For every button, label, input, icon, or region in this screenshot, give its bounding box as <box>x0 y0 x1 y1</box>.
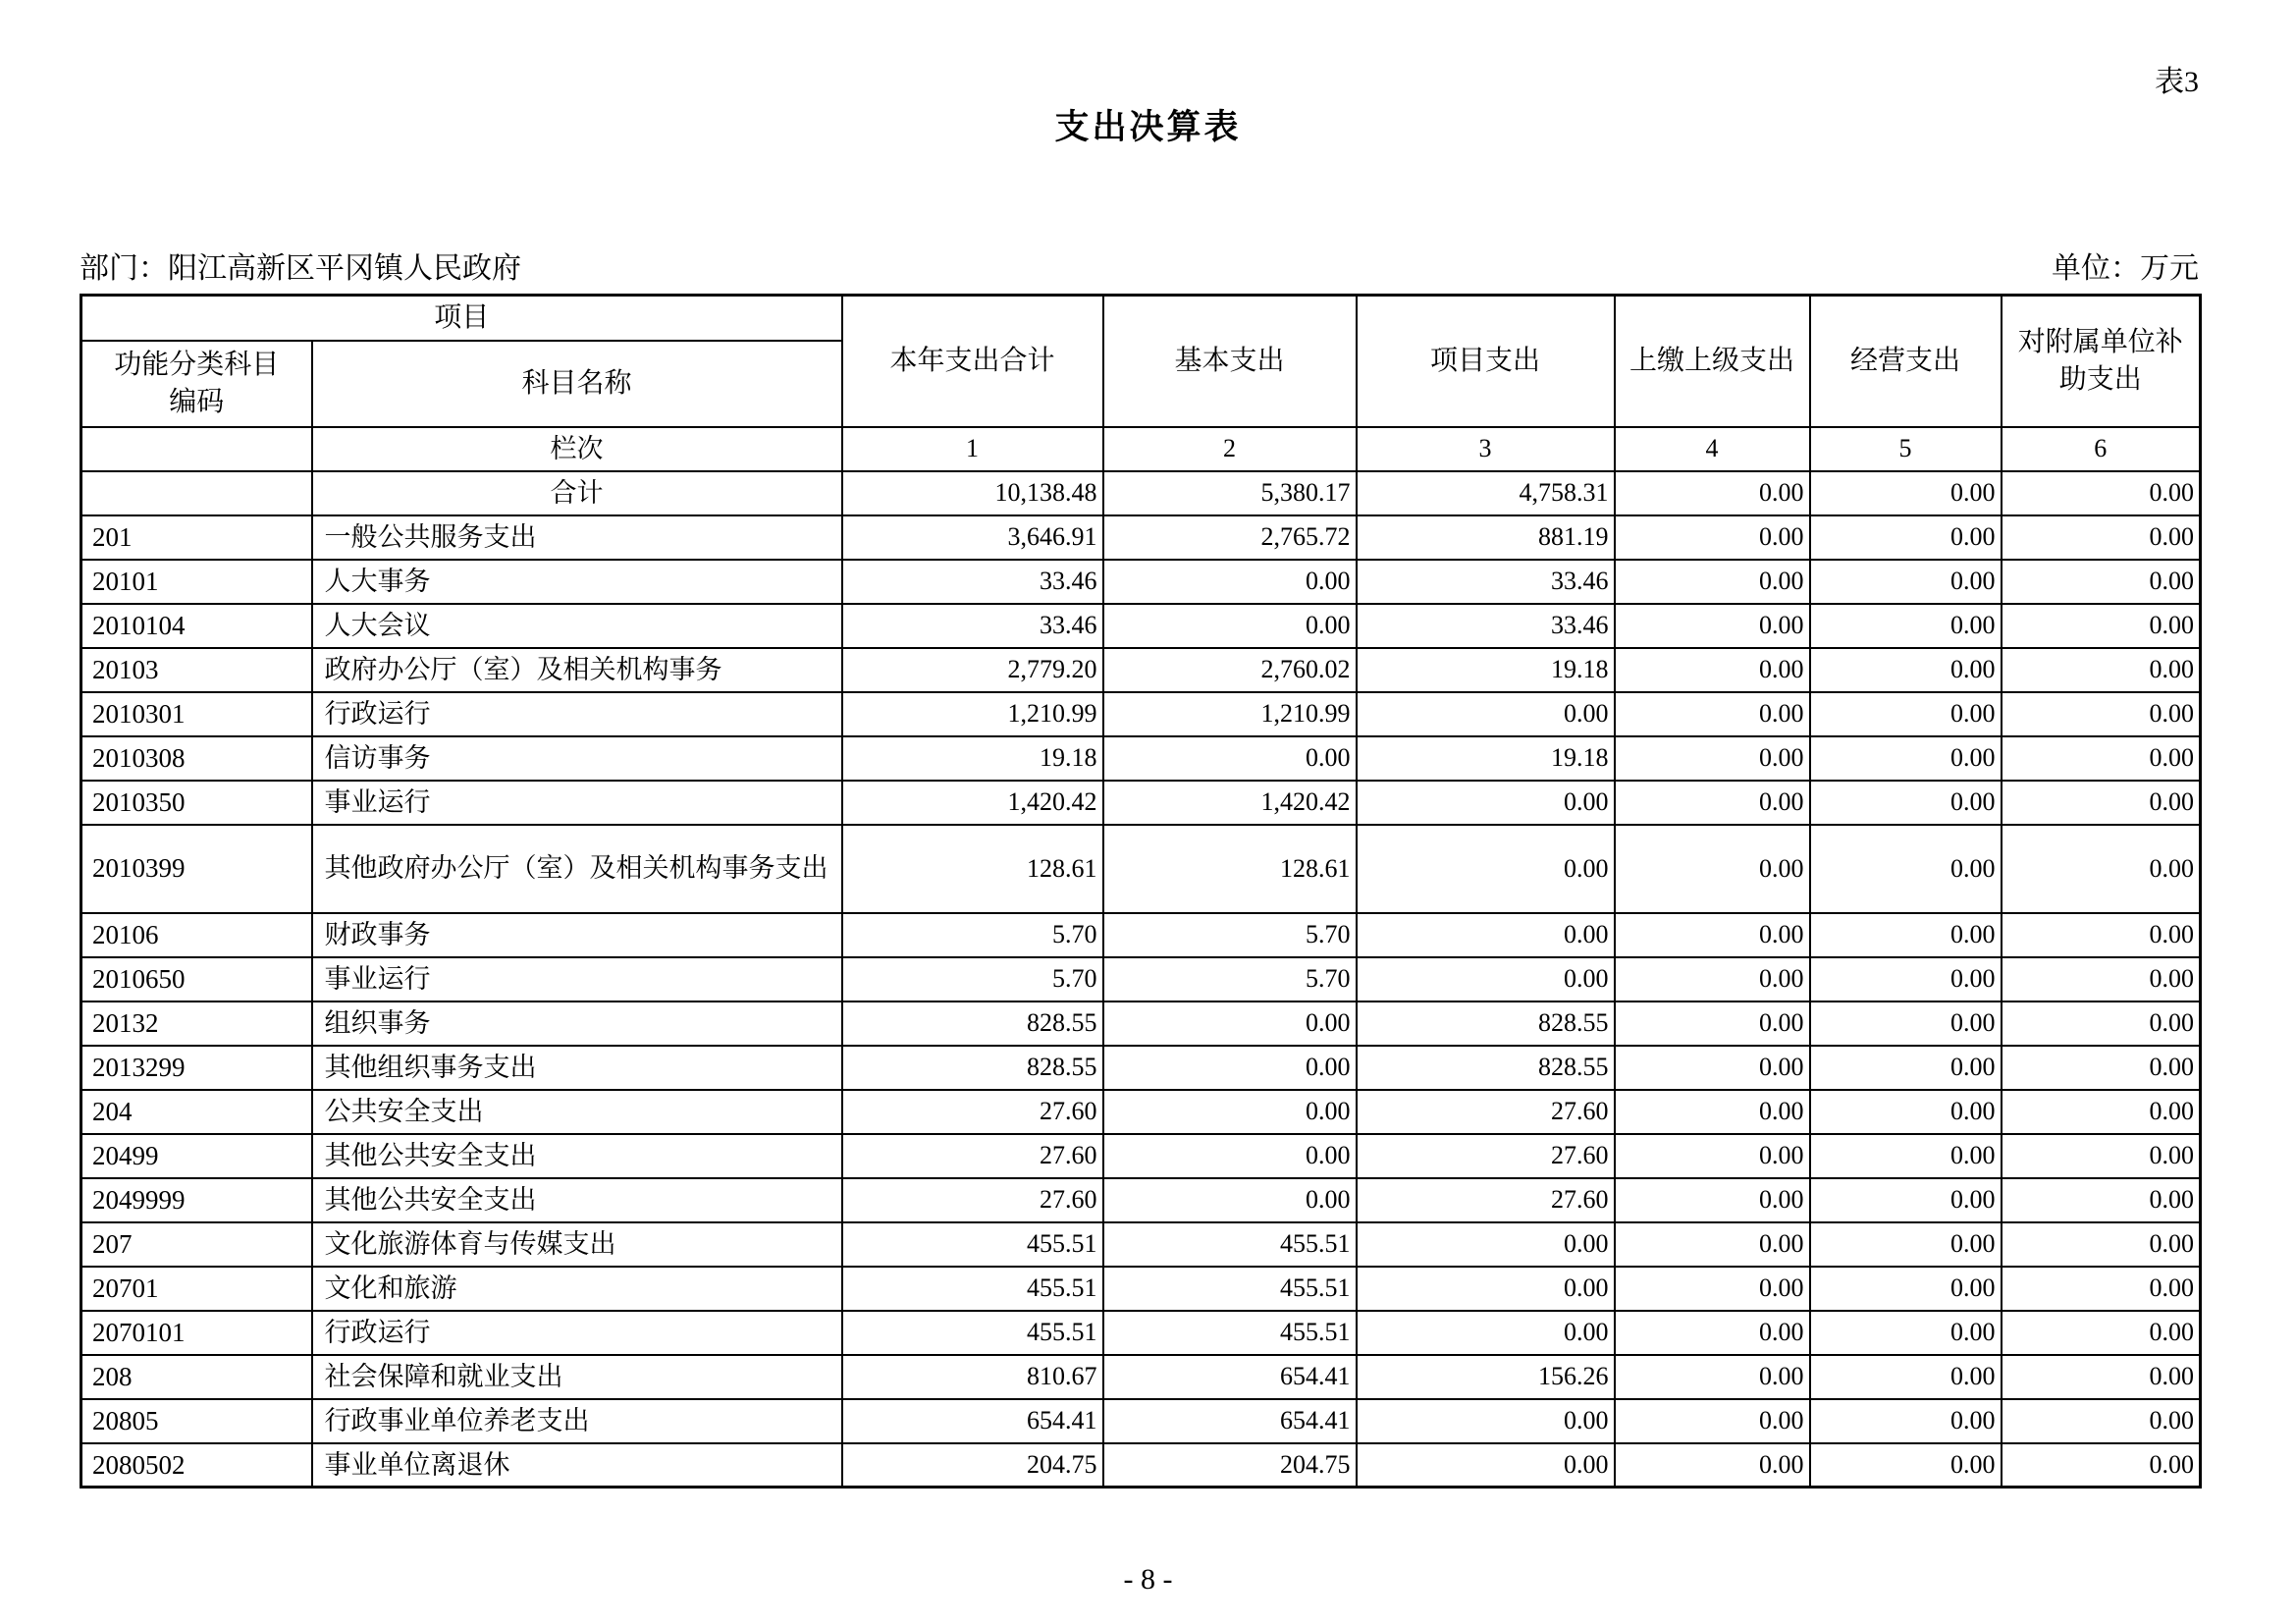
row-subject-name: 事业运行 <box>312 957 842 1001</box>
row-value-project: 0.00 <box>1357 825 1615 913</box>
table-row <box>81 957 2201 1001</box>
row-subject-name: 文化旅游体育与传媒支出 <box>312 1222 842 1267</box>
row-subject-name: 人大会议 <box>312 604 842 648</box>
table-row <box>81 1178 2201 1222</box>
row-value-year-total: 5.70 <box>842 913 1103 957</box>
row-value-subsidy: 0.00 <box>2002 1222 2201 1267</box>
row-value-operating: 0.00 <box>1810 1046 2002 1090</box>
row-value-year-total: 10,138.48 <box>842 471 1103 515</box>
row-value-operating: 0.00 <box>1810 736 2002 781</box>
code-label-line2: 编码 <box>169 386 225 417</box>
row-value-operating: 0.00 <box>1810 1311 2002 1355</box>
header-cell-operating: 经营支出 <box>1810 296 2002 427</box>
row-subject-name: 行政运行 <box>312 692 842 736</box>
row-subject-name: 文化和旅游 <box>312 1267 842 1311</box>
row-value-basic: 0.00 <box>1103 1001 1357 1046</box>
row-code: 20805 <box>81 1399 312 1443</box>
row-value-operating: 0.00 <box>1810 1355 2002 1399</box>
row-value-project: 0.00 <box>1357 913 1615 957</box>
row-value-subsidy: 0.00 <box>2002 604 2201 648</box>
row-value-year-total: 654.41 <box>842 1399 1103 1443</box>
row-value-year-total: 1,210.99 <box>842 692 1103 736</box>
row-code: 2010104 <box>81 604 312 648</box>
table-row <box>81 913 2201 957</box>
row-value-year-total: 27.60 <box>842 1090 1103 1134</box>
row-value-project: 0.00 <box>1357 1267 1615 1311</box>
table-tag: 表3 <box>2155 66 2199 98</box>
row-value-subsidy: 0.00 <box>2002 736 2201 781</box>
table-body <box>81 471 2201 1488</box>
row-value-project: 4,758.31 <box>1357 471 1615 515</box>
row-value-basic: 0.00 <box>1103 1046 1357 1090</box>
row-value-upper: 0.00 <box>1615 913 1810 957</box>
row-value-subsidy: 0.00 <box>2002 648 2201 692</box>
row-value-project: 33.46 <box>1357 604 1615 648</box>
table-row <box>81 471 2201 515</box>
row-subject-name: 社会保障和就业支出 <box>312 1355 842 1399</box>
row-value-basic: 455.51 <box>1103 1311 1357 1355</box>
row-value-upper: 0.00 <box>1615 957 1810 1001</box>
department-label: 部门：阳江高新区平冈镇人民政府 <box>80 252 521 285</box>
lanci-label: 栏次 <box>312 427 842 471</box>
table-row <box>81 560 2201 604</box>
row-value-project: 828.55 <box>1357 1001 1615 1046</box>
row-value-basic: 204.75 <box>1103 1443 1357 1488</box>
row-value-upper: 0.00 <box>1615 1443 1810 1488</box>
row-value-project: 27.60 <box>1357 1134 1615 1178</box>
row-value-operating: 0.00 <box>1810 781 2002 825</box>
row-value-upper: 0.00 <box>1615 825 1810 913</box>
row-value-year-total: 3,646.91 <box>842 515 1103 560</box>
row-code: 20132 <box>81 1001 312 1046</box>
row-value-upper: 0.00 <box>1615 604 1810 648</box>
row-value-project: 19.18 <box>1357 736 1615 781</box>
row-value-operating: 0.00 <box>1810 1399 2002 1443</box>
row-code: 208 <box>81 1355 312 1399</box>
row-value-basic: 0.00 <box>1103 1090 1357 1134</box>
row-value-basic: 0.00 <box>1103 1178 1357 1222</box>
column-number-1: 1 <box>842 427 1103 471</box>
page-title: 支出决算表 <box>1054 108 1242 146</box>
row-value-subsidy: 0.00 <box>2002 692 2201 736</box>
row-value-subsidy: 0.00 <box>2002 1001 2201 1046</box>
row-value-upper: 0.00 <box>1615 692 1810 736</box>
table-row <box>81 1443 2201 1488</box>
header-cell-project: 项目支出 <box>1357 296 1615 427</box>
row-value-year-total: 33.46 <box>842 604 1103 648</box>
row-subject-name: 行政运行 <box>312 1311 842 1355</box>
row-value-subsidy: 0.00 <box>2002 1443 2201 1488</box>
row-code: 20499 <box>81 1134 312 1178</box>
row-value-upper: 0.00 <box>1615 1222 1810 1267</box>
row-subject-name: 公共安全支出 <box>312 1090 842 1134</box>
row-value-basic: 5.70 <box>1103 913 1357 957</box>
column-number-3: 3 <box>1357 427 1615 471</box>
row-value-subsidy: 0.00 <box>2002 825 2201 913</box>
row-value-operating: 0.00 <box>1810 515 2002 560</box>
row-value-project: 0.00 <box>1357 1222 1615 1267</box>
row-value-basic: 0.00 <box>1103 736 1357 781</box>
row-code: 2049999 <box>81 1178 312 1222</box>
header-cell-subsidy <box>2002 296 2201 427</box>
row-value-project: 33.46 <box>1357 560 1615 604</box>
row-value-year-total: 810.67 <box>842 1355 1103 1399</box>
row-value-year-total: 33.46 <box>842 560 1103 604</box>
row-code: 201 <box>81 515 312 560</box>
row-code: 20701 <box>81 1267 312 1311</box>
header-cell-code <box>81 341 312 427</box>
row-value-year-total: 19.18 <box>842 736 1103 781</box>
row-value-year-total: 27.60 <box>842 1178 1103 1222</box>
page-number: - 8 - <box>1123 1563 1173 1596</box>
table-row <box>81 604 2201 648</box>
row-value-upper: 0.00 <box>1615 1134 1810 1178</box>
row-value-upper: 0.00 <box>1615 1355 1810 1399</box>
row-value-basic: 1,210.99 <box>1103 692 1357 736</box>
row-value-project: 881.19 <box>1357 515 1615 560</box>
row-code: 204 <box>81 1090 312 1134</box>
row-value-project: 828.55 <box>1357 1046 1615 1090</box>
row-value-operating: 0.00 <box>1810 1178 2002 1222</box>
row-value-operating: 0.00 <box>1810 825 2002 913</box>
row-value-upper: 0.00 <box>1615 1001 1810 1046</box>
row-value-year-total: 204.75 <box>842 1443 1103 1488</box>
row-subject-name: 事业运行 <box>312 781 842 825</box>
row-value-year-total: 455.51 <box>842 1222 1103 1267</box>
row-subject-name: 其他政府办公厅（室）及相关机构事务支出 <box>312 825 842 913</box>
row-code: 2070101 <box>81 1311 312 1355</box>
expenditure-table <box>80 294 2202 1489</box>
row-subject-name: 其他公共安全支出 <box>312 1134 842 1178</box>
row-value-subsidy: 0.00 <box>2002 560 2201 604</box>
table-row <box>81 736 2201 781</box>
row-value-basic: 0.00 <box>1103 604 1357 648</box>
row-value-operating: 0.00 <box>1810 1090 2002 1134</box>
row-value-upper: 0.00 <box>1615 781 1810 825</box>
row-code: 2010650 <box>81 957 312 1001</box>
row-value-basic: 455.51 <box>1103 1222 1357 1267</box>
column-number-2: 2 <box>1103 427 1357 471</box>
row-subject-name: 行政事业单位养老支出 <box>312 1399 842 1443</box>
row-value-subsidy: 0.00 <box>2002 1046 2201 1090</box>
row-value-subsidy: 0.00 <box>2002 471 2201 515</box>
row-value-basic: 2,760.02 <box>1103 648 1357 692</box>
row-value-year-total: 828.55 <box>842 1046 1103 1090</box>
table-row <box>81 1222 2201 1267</box>
row-subject-name: 其他公共安全支出 <box>312 1178 842 1222</box>
row-value-basic: 654.41 <box>1103 1355 1357 1399</box>
table-row <box>81 825 2201 913</box>
subsidy-label: 对附属单位补助支出 <box>2017 326 2183 395</box>
column-number-6: 6 <box>2002 427 2201 471</box>
row-code: 20101 <box>81 560 312 604</box>
row-value-year-total: 2,779.20 <box>842 648 1103 692</box>
row-value-upper: 0.00 <box>1615 515 1810 560</box>
row-value-operating: 0.00 <box>1810 604 2002 648</box>
header-cell-subject-name: 科目名称 <box>312 341 842 427</box>
table-row <box>81 1399 2201 1443</box>
row-code: 2080502 <box>81 1443 312 1488</box>
row-value-basic: 0.00 <box>1103 1134 1357 1178</box>
row-value-project: 0.00 <box>1357 1311 1615 1355</box>
row-value-basic: 1,420.42 <box>1103 781 1357 825</box>
column-number-4: 4 <box>1615 427 1810 471</box>
row-value-project: 0.00 <box>1357 957 1615 1001</box>
row-value-operating: 0.00 <box>1810 1222 2002 1267</box>
table-row <box>81 515 2201 560</box>
table-row <box>81 1090 2201 1134</box>
row-value-operating: 0.00 <box>1810 560 2002 604</box>
row-code: 20106 <box>81 913 312 957</box>
row-value-subsidy: 0.00 <box>2002 1134 2201 1178</box>
row-value-year-total: 455.51 <box>842 1311 1103 1355</box>
row-subject-name: 合计 <box>312 471 842 515</box>
row-subject-name: 其他组织事务支出 <box>312 1046 842 1090</box>
row-subject-name: 财政事务 <box>312 913 842 957</box>
column-number-5: 5 <box>1810 427 2002 471</box>
table-header <box>81 296 2201 471</box>
header-cell-project-group: 项目 <box>81 296 842 341</box>
row-value-year-total: 828.55 <box>842 1001 1103 1046</box>
header-cell-upper: 上缴上级支出 <box>1615 296 1810 427</box>
table-row <box>81 1046 2201 1090</box>
row-value-basic: 2,765.72 <box>1103 515 1357 560</box>
row-subject-name: 一般公共服务支出 <box>312 515 842 560</box>
row-value-project: 0.00 <box>1357 1443 1615 1488</box>
row-value-year-total: 1,420.42 <box>842 781 1103 825</box>
row-value-subsidy: 0.00 <box>2002 1267 2201 1311</box>
row-value-basic: 5.70 <box>1103 957 1357 1001</box>
row-value-upper: 0.00 <box>1615 1046 1810 1090</box>
row-value-year-total: 128.61 <box>842 825 1103 913</box>
row-value-basic: 0.00 <box>1103 560 1357 604</box>
table-row <box>81 1134 2201 1178</box>
row-value-year-total: 455.51 <box>842 1267 1103 1311</box>
row-code: 2013299 <box>81 1046 312 1090</box>
row-value-operating: 0.00 <box>1810 913 2002 957</box>
row-value-upper: 0.00 <box>1615 1090 1810 1134</box>
row-value-subsidy: 0.00 <box>2002 1090 2201 1134</box>
table-row <box>81 692 2201 736</box>
row-value-operating: 0.00 <box>1810 1134 2002 1178</box>
row-value-upper: 0.00 <box>1615 1178 1810 1222</box>
row-value-subsidy: 0.00 <box>2002 1399 2201 1443</box>
row-value-operating: 0.00 <box>1810 1267 2002 1311</box>
row-value-project: 19.18 <box>1357 648 1615 692</box>
row-value-subsidy: 0.00 <box>2002 515 2201 560</box>
header-cell-year-total: 本年支出合计 <box>842 296 1103 427</box>
row-value-subsidy: 0.00 <box>2002 913 2201 957</box>
row-value-operating: 0.00 <box>1810 471 2002 515</box>
row-value-upper: 0.00 <box>1615 736 1810 781</box>
row-value-year-total: 5.70 <box>842 957 1103 1001</box>
row-value-upper: 0.00 <box>1615 560 1810 604</box>
row-value-project: 27.60 <box>1357 1090 1615 1134</box>
row-value-project: 156.26 <box>1357 1355 1615 1399</box>
row-value-operating: 0.00 <box>1810 648 2002 692</box>
row-value-subsidy: 0.00 <box>2002 1311 2201 1355</box>
row-code: 2010350 <box>81 781 312 825</box>
row-value-basic: 5,380.17 <box>1103 471 1357 515</box>
row-subject-name: 政府办公厅（室）及相关机构事务 <box>312 648 842 692</box>
table-row <box>81 781 2201 825</box>
table-row <box>81 1311 2201 1355</box>
row-subject-name: 事业单位离退休 <box>312 1443 842 1488</box>
row-subject-name: 人大事务 <box>312 560 842 604</box>
row-value-year-total: 27.60 <box>842 1134 1103 1178</box>
row-code: 207 <box>81 1222 312 1267</box>
row-value-upper: 0.00 <box>1615 1399 1810 1443</box>
lanci-empty-cell <box>81 427 312 471</box>
table-row <box>81 1267 2201 1311</box>
meta-row <box>80 244 2199 287</box>
code-label-line1: 功能分类科目 <box>114 349 280 380</box>
row-code: 20103 <box>81 648 312 692</box>
row-value-subsidy: 0.00 <box>2002 1355 2201 1399</box>
row-value-basic: 455.51 <box>1103 1267 1357 1311</box>
row-value-project: 0.00 <box>1357 781 1615 825</box>
row-value-project: 27.60 <box>1357 1178 1615 1222</box>
row-value-upper: 0.00 <box>1615 648 1810 692</box>
row-value-subsidy: 0.00 <box>2002 781 2201 825</box>
unit-label: 单位：万元 <box>2052 252 2199 285</box>
row-value-basic: 128.61 <box>1103 825 1357 913</box>
row-code: 2010399 <box>81 825 312 913</box>
row-value-project: 0.00 <box>1357 692 1615 736</box>
table-row <box>81 1001 2201 1046</box>
header-cell-basic: 基本支出 <box>1103 296 1357 427</box>
row-value-operating: 0.00 <box>1810 1443 2002 1488</box>
row-value-upper: 0.00 <box>1615 471 1810 515</box>
row-code: 2010301 <box>81 692 312 736</box>
row-value-subsidy: 0.00 <box>2002 1178 2201 1222</box>
table-row <box>81 1355 2201 1399</box>
row-subject-name: 信访事务 <box>312 736 842 781</box>
row-value-upper: 0.00 <box>1615 1267 1810 1311</box>
row-subject-name: 组织事务 <box>312 1001 842 1046</box>
row-code <box>81 471 312 515</box>
row-value-project: 0.00 <box>1357 1399 1615 1443</box>
row-code: 2010308 <box>81 736 312 781</box>
table-row <box>81 648 2201 692</box>
row-value-subsidy: 0.00 <box>2002 957 2201 1001</box>
row-value-operating: 0.00 <box>1810 957 2002 1001</box>
row-value-basic: 654.41 <box>1103 1399 1357 1443</box>
row-value-operating: 0.00 <box>1810 692 2002 736</box>
row-value-upper: 0.00 <box>1615 1311 1810 1355</box>
row-value-operating: 0.00 <box>1810 1001 2002 1046</box>
